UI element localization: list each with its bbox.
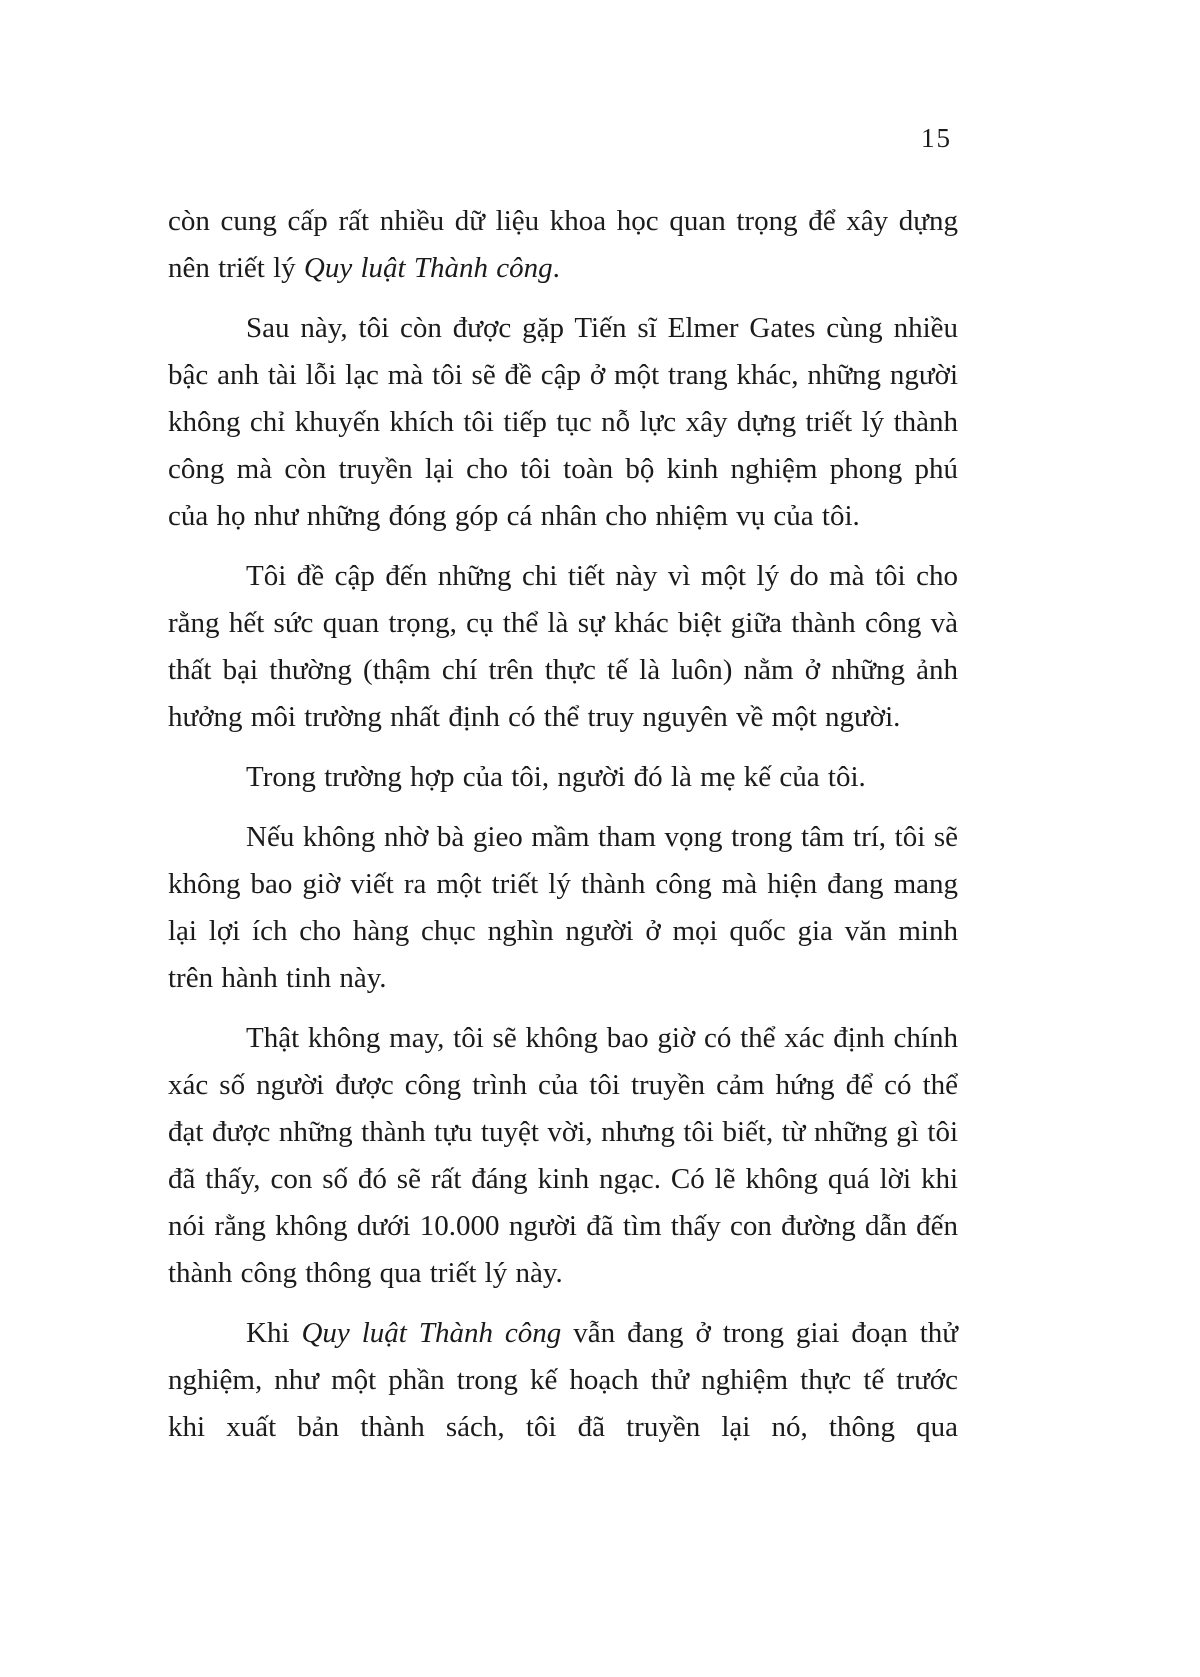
text-run: . — [552, 252, 560, 284]
text-run: Nếu không nhờ bà gieo mầm tham vọng trong tâm trí, tôi sẽ không bao giờ viết ra một triết lý thành công mà hiện đang mang lại lợi ích cho hàng chục nghìn người ở mọi quốc gia văn minh trên hành tinh này. — [168, 821, 958, 994]
body-text — [168, 198, 958, 1451]
paragraph — [168, 305, 958, 540]
text-run: Thật không may, tôi sẽ không bao giờ có thể xác định chính xác số người được công trình của tôi truyền cảm hứng để có thể đạt được những thành tựu tuyệt vời, nhưng tôi biết, từ những gì tôi đã thấy, con số đó sẽ rất đáng kinh ngạc. Có lẽ không quá lời khi nói rằng không dưới 10.000 người đã tìm thấy con đường dẫn đến thành công thông qua triết lý này. — [168, 1022, 958, 1289]
text-run: Khi — [246, 1317, 302, 1349]
text-run: Sau này, tôi còn được gặp Tiến sĩ Elmer Gates cùng nhiều bậc anh tài lỗi lạc mà tôi sẽ đề cập ở một trang khác, những người không chỉ khuyến khích tôi tiếp tục nỗ lực xây dựng triết lý thành công mà còn truyền lại cho tôi toàn bộ kinh nghiệm phong phú của họ như những đóng góp cá nhân cho nhiệm vụ của tôi. — [168, 312, 958, 532]
italic-text-run: Quy luật Thành công — [301, 1317, 562, 1349]
paragraph — [168, 1015, 958, 1297]
page-number: 15 — [921, 123, 952, 153]
paragraph — [168, 754, 958, 801]
text-run: Tôi đề cập đến những chi tiết này vì một lý do mà tôi cho rằng hết sức quan trọng, cụ thể là sự khác biệt giữa thành công và thất bại thường (thậm chí trên thực tế là luôn) nằm ở những ảnh hưởng môi trường nhất định có thể truy nguyên về một người. — [168, 560, 958, 733]
paragraph — [168, 198, 958, 292]
text-run: vẫn đang ở trong giai đoạn thử nghiệm, như một phần trong kế hoạch thử nghiệm thực tế trước khi xuất bản thành sách, tôi đã truyền lại nó, thông qua — [168, 1317, 958, 1443]
text-run: còn cung cấp rất nhiều dữ liệu khoa học quan trọng để xây dựng nên triết lý — [168, 205, 958, 284]
paragraph — [168, 1310, 958, 1451]
italic-text-run: Quy luật Thành công — [303, 252, 553, 284]
paragraph — [168, 553, 958, 741]
paragraph — [168, 814, 958, 1002]
text-run: Trong trường hợp của tôi, người đó là mẹ kế của tôi. — [246, 761, 866, 793]
